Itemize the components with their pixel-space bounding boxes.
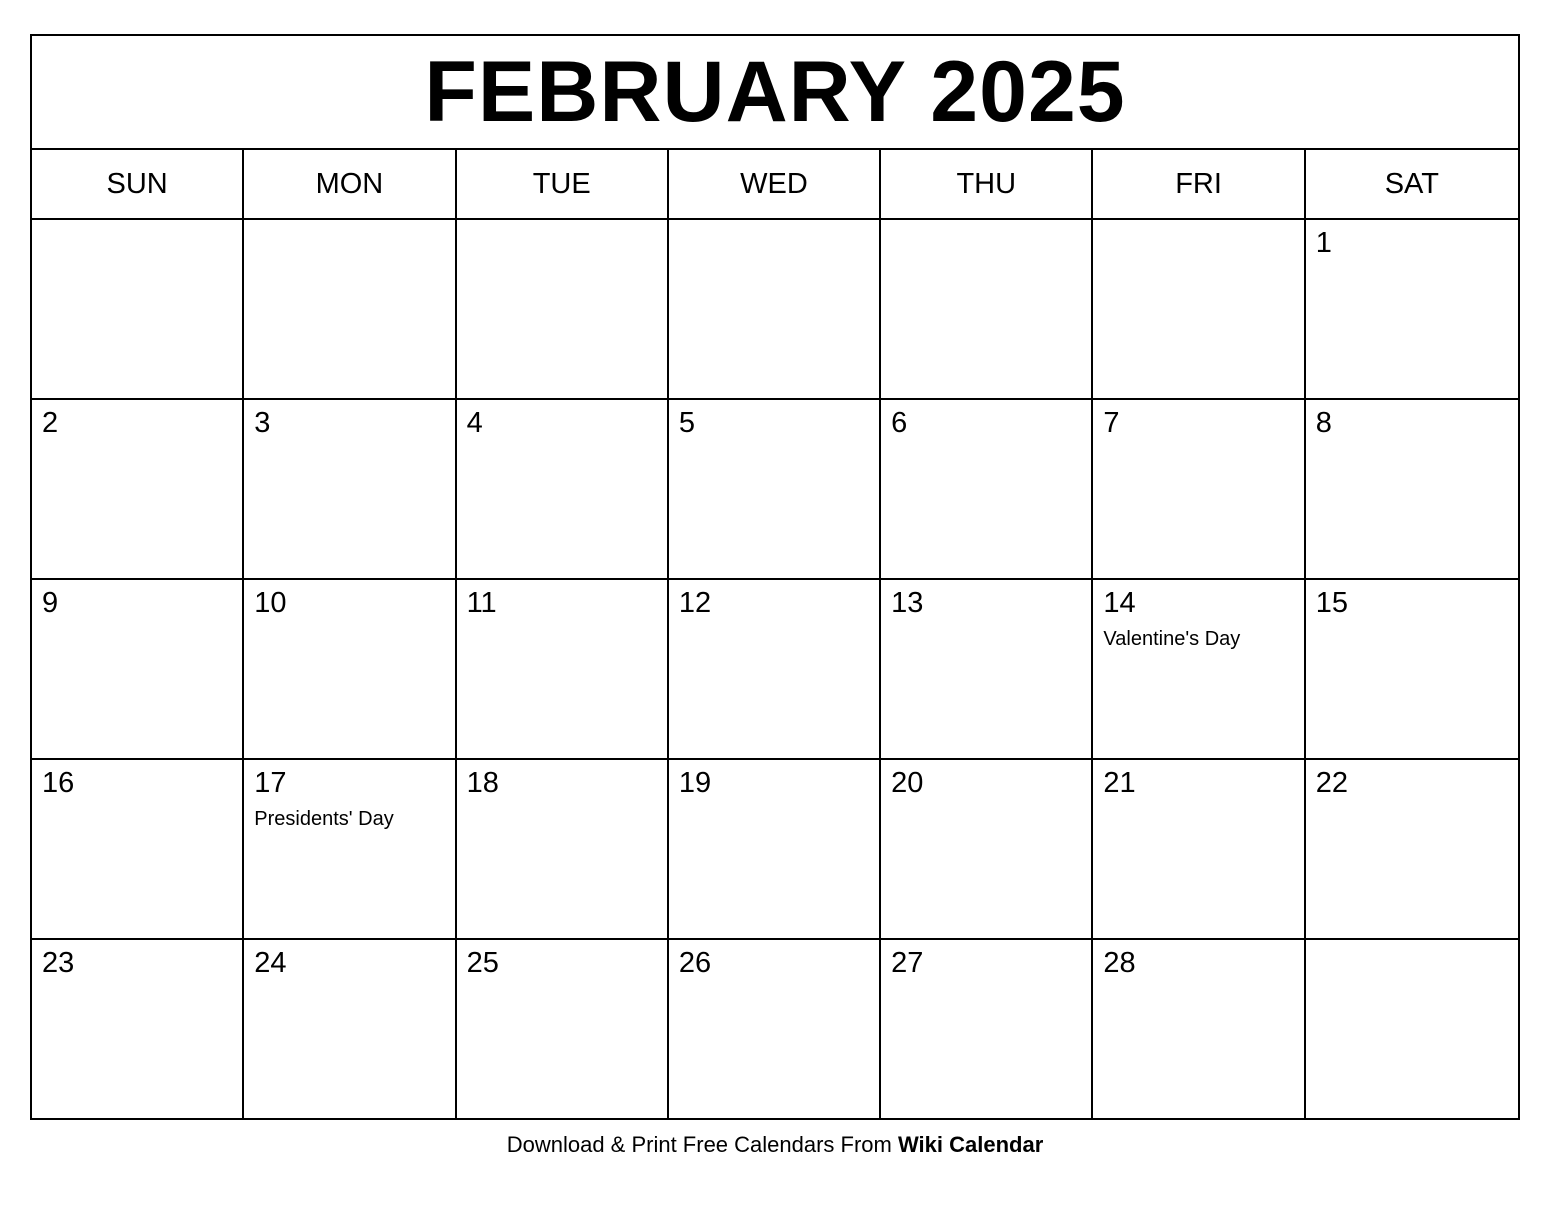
weekday-header-fri: FRI (1093, 150, 1305, 218)
day-cell[interactable] (244, 940, 456, 1118)
day-number: 24 (254, 947, 287, 979)
calendar-title-row (32, 36, 1518, 150)
day-number: 4 (466, 407, 483, 439)
day-number: 25 (466, 947, 499, 979)
day-cell[interactable] (244, 760, 456, 938)
day-cell[interactable] (457, 940, 669, 1118)
day-number: 14 (1103, 587, 1136, 619)
day-number: 8 (1315, 407, 1332, 439)
day-cell[interactable] (1093, 940, 1305, 1118)
day-cell[interactable] (881, 580, 1093, 758)
day-number: 6 (891, 407, 908, 439)
week-row (32, 400, 1518, 580)
day-number: 12 (678, 587, 712, 619)
day-cell[interactable] (881, 940, 1093, 1118)
day-number: 1 (1315, 227, 1332, 259)
day-number: 27 (891, 947, 924, 979)
week-row (32, 220, 1518, 400)
day-cell[interactable] (457, 220, 669, 398)
weekday-header-row (32, 150, 1518, 220)
calendar-grid (30, 34, 1520, 1120)
day-cell[interactable] (32, 580, 244, 758)
day-number: 21 (1103, 767, 1136, 799)
weekday-header-wed: WED (669, 150, 881, 218)
day-cell[interactable] (457, 760, 669, 938)
weekday-header-mon: MON (244, 150, 456, 218)
day-cell[interactable] (32, 940, 244, 1118)
day-cell[interactable] (881, 760, 1093, 938)
day-cell[interactable] (669, 760, 881, 938)
day-number: 15 (1315, 587, 1348, 619)
day-cell[interactable] (669, 940, 881, 1118)
day-number: 17 (254, 767, 287, 799)
day-cell[interactable] (669, 580, 881, 758)
day-number: 18 (466, 767, 499, 799)
weekday-header-tue: TUE (457, 150, 669, 218)
day-cell[interactable] (669, 220, 881, 398)
day-number: 26 (678, 947, 712, 979)
day-cell[interactable] (1306, 400, 1518, 578)
weekday-header-sun: SUN (32, 150, 244, 218)
day-cell[interactable] (1093, 580, 1305, 758)
day-number: 20 (891, 767, 924, 799)
week-row (32, 760, 1518, 940)
day-number: 16 (42, 767, 75, 799)
day-number: 11 (466, 587, 497, 619)
day-cell[interactable] (32, 760, 244, 938)
day-cell[interactable] (1306, 580, 1518, 758)
day-cell[interactable] (881, 220, 1093, 398)
day-cell[interactable] (669, 400, 881, 578)
day-number: 2 (42, 407, 59, 439)
day-cell[interactable] (244, 220, 456, 398)
day-cell[interactable] (1093, 760, 1305, 938)
day-cell[interactable] (1093, 220, 1305, 398)
week-row (32, 940, 1518, 1120)
weekday-header-sat: SAT (1384, 167, 1439, 200)
footer-brand: Wiki Calendar (897, 1132, 1044, 1157)
day-number: 28 (1103, 947, 1136, 979)
day-cell[interactable] (1306, 760, 1518, 938)
day-number: 5 (678, 407, 695, 439)
page-title: FEBRUARY 2025 (424, 44, 1126, 140)
day-number: 3 (254, 407, 271, 439)
day-number: 22 (1315, 767, 1348, 799)
day-number: 23 (42, 947, 75, 979)
day-number: 10 (254, 587, 287, 619)
day-cell[interactable] (881, 400, 1093, 578)
day-number: 19 (678, 767, 712, 799)
day-event: Presidents' Day (254, 807, 394, 830)
weekday-header-thu: THU (881, 150, 1093, 218)
day-number: 13 (891, 587, 924, 619)
day-event: Valentine's Day (1103, 627, 1241, 650)
day-cell[interactable] (1093, 400, 1305, 578)
day-cell[interactable] (32, 220, 244, 398)
day-cell[interactable] (32, 400, 244, 578)
day-cell[interactable] (1306, 220, 1518, 398)
day-cell[interactable] (1306, 940, 1518, 1118)
day-number: 7 (1103, 407, 1120, 439)
week-row (32, 580, 1518, 760)
day-cell[interactable] (457, 400, 669, 578)
footer-credit (30, 1120, 1520, 1158)
day-number: 9 (42, 587, 59, 619)
footer-text: Download & Print Free Calendars From (506, 1132, 898, 1157)
day-cell[interactable] (244, 580, 456, 758)
day-cell[interactable] (457, 580, 669, 758)
day-cell[interactable] (244, 400, 456, 578)
